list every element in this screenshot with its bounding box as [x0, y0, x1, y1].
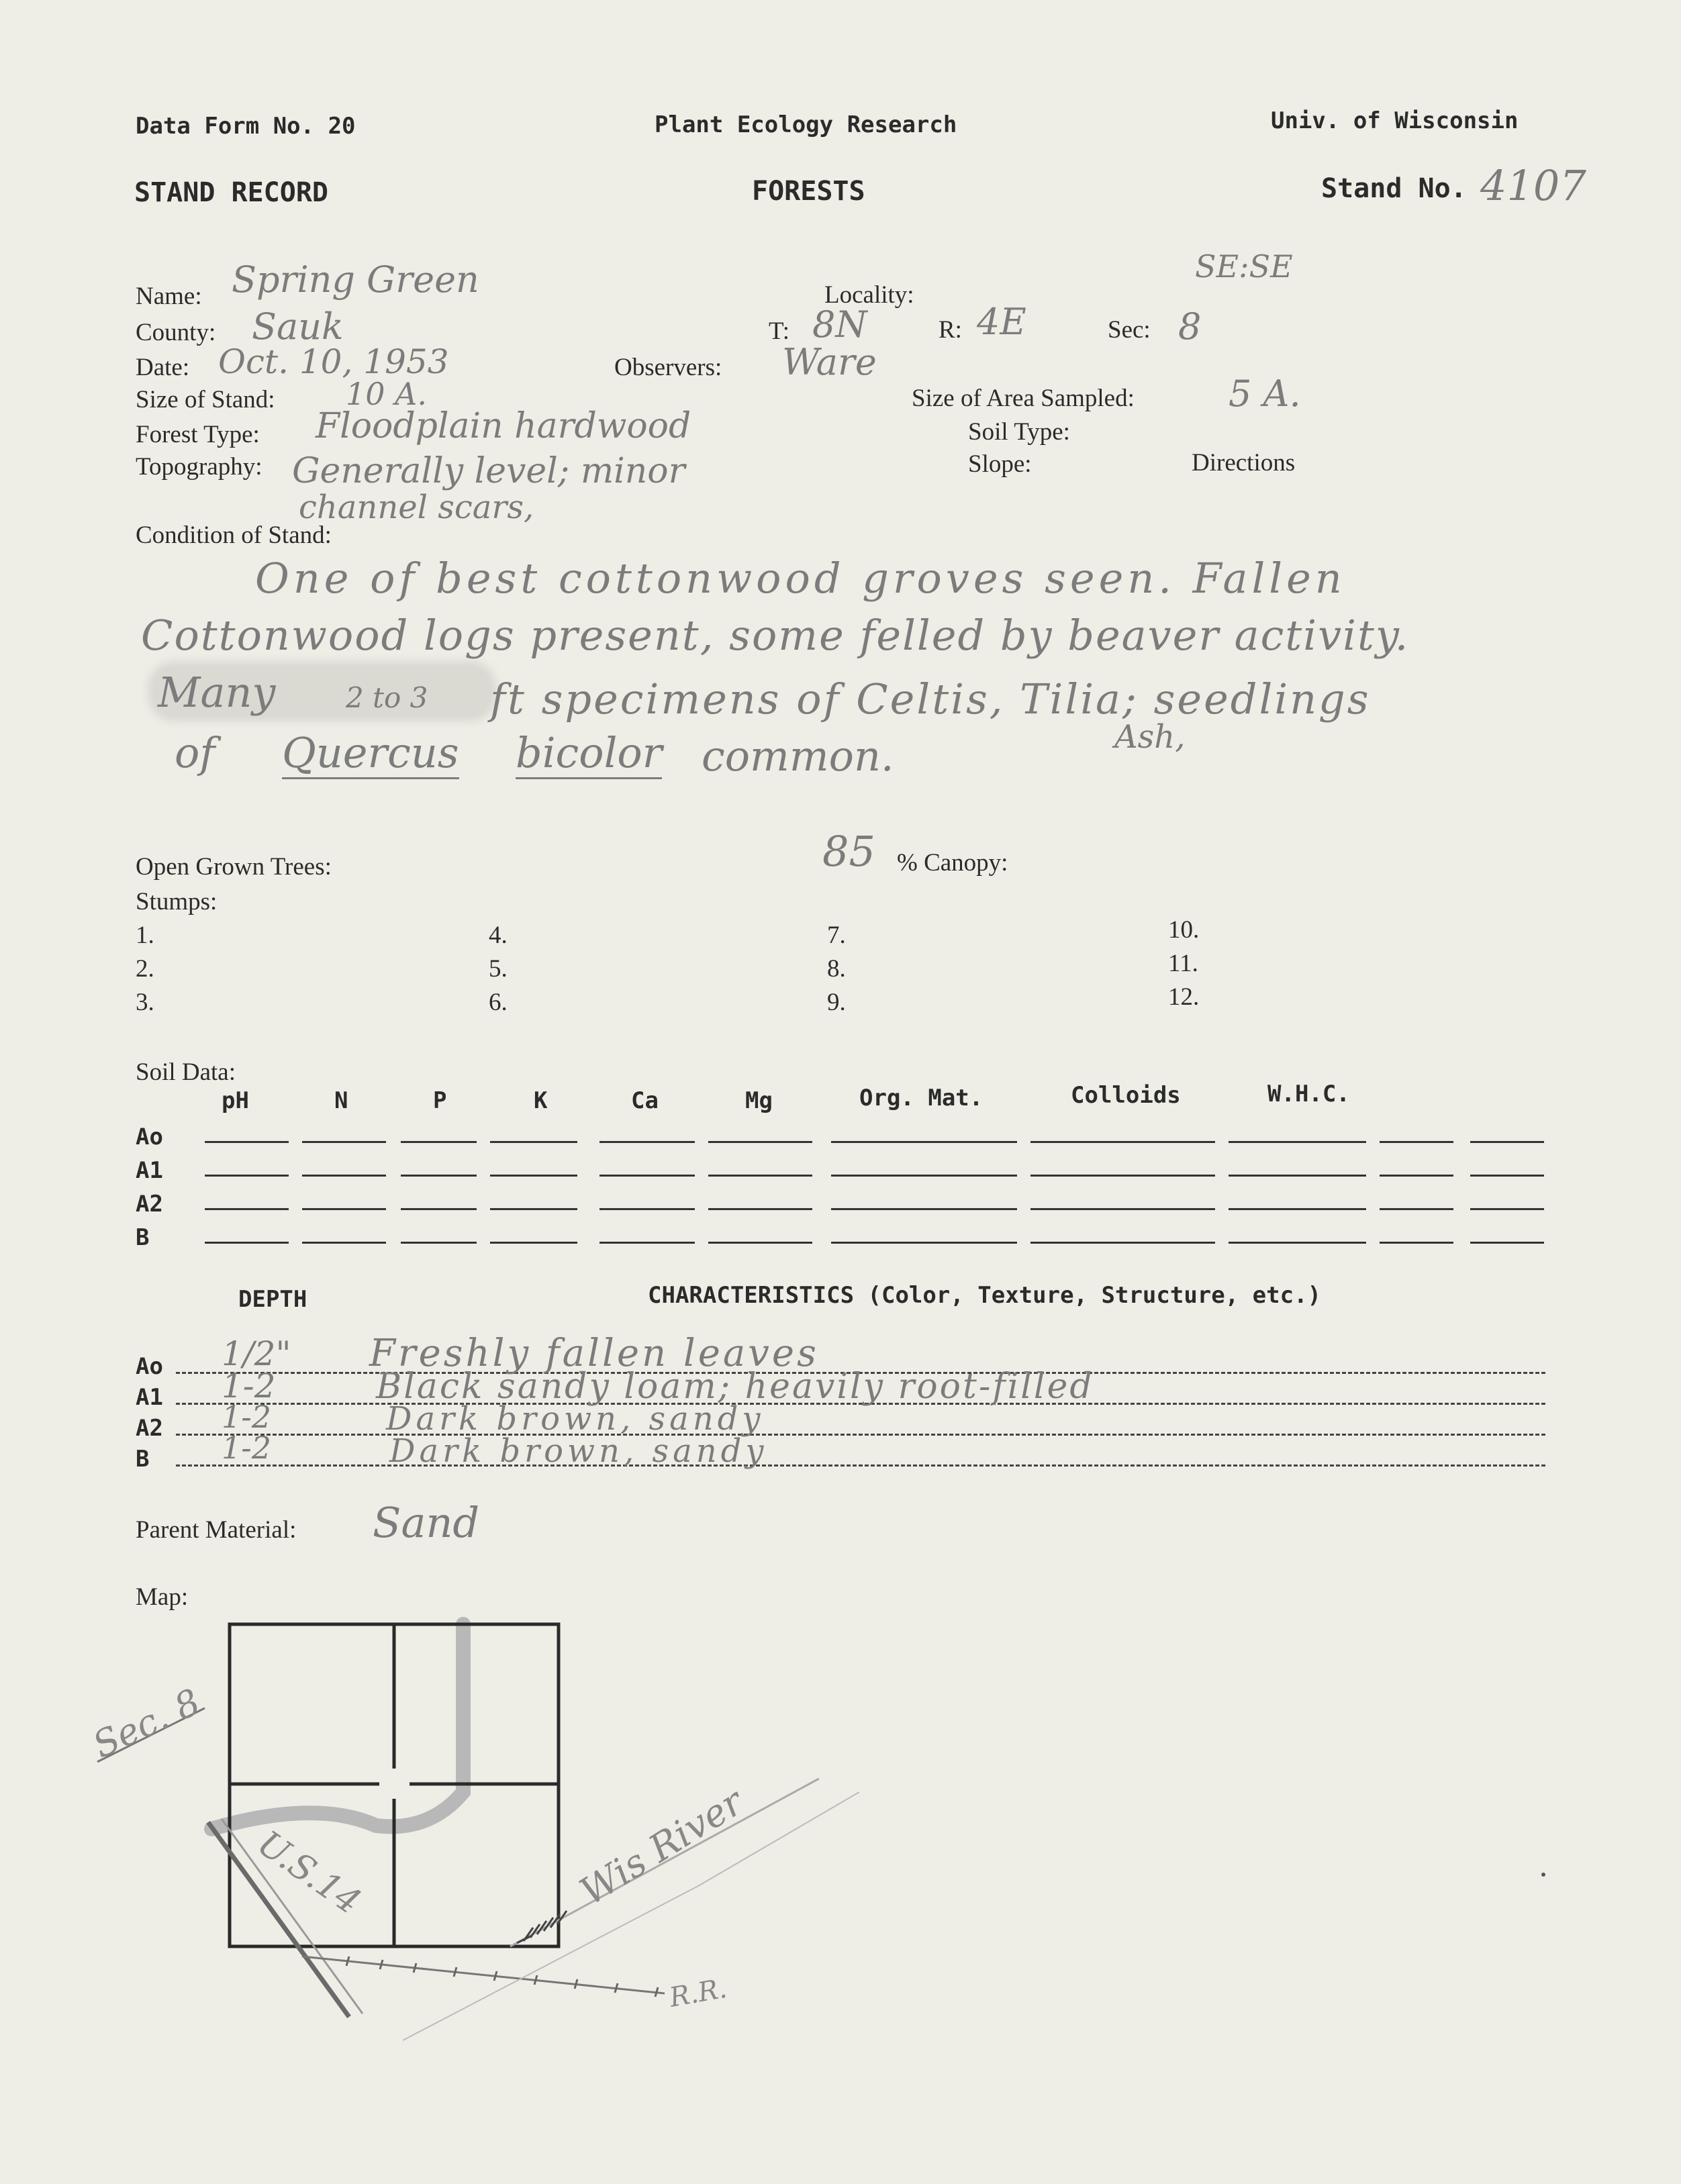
railroad-label: R.R.	[667, 1973, 730, 2014]
name-label: Name:	[136, 283, 202, 310]
stump-number: 3.	[136, 989, 154, 1016]
stump-number: 11.	[1168, 950, 1198, 977]
soil-data-blank	[831, 1208, 1017, 1210]
soil-data-blank	[302, 1242, 386, 1244]
form-category: FORESTS	[752, 176, 865, 207]
soil-column-header: P	[433, 1087, 447, 1114]
soil-data-blank	[401, 1208, 477, 1210]
parent-material-label: Parent Material:	[136, 1516, 297, 1544]
profile-description: Black sandy loam; heavily root-filled	[376, 1367, 1094, 1407]
soil-data-blank	[599, 1208, 695, 1210]
parent-material-value: Sand	[373, 1498, 480, 1547]
size-of-stand-label: Size of Stand:	[136, 386, 275, 413]
railroad-line	[302, 1956, 665, 1993]
profile-description: Dark brown, sandy	[389, 1432, 768, 1470]
soil-column-header: Colloids	[1071, 1082, 1181, 1109]
soil-data-blank	[708, 1242, 812, 1244]
soil-data-blank	[1380, 1175, 1453, 1177]
form-number: Data Form No. 20	[136, 113, 356, 140]
township-label: T:	[769, 317, 790, 345]
river-label: Wis River	[572, 1780, 751, 1914]
condition-line-4-quercus: Quercus	[282, 728, 459, 779]
soil-data-blank	[401, 1175, 477, 1177]
stump-number: 4.	[489, 922, 508, 949]
range-label: R:	[939, 316, 962, 344]
soil-data-blank	[490, 1175, 577, 1177]
soil-data-blank	[205, 1175, 289, 1177]
stand-no-value: 4107	[1480, 161, 1586, 210]
stump-number: 2.	[136, 955, 154, 983]
characteristics-header: CHARACTERISTICS (Color, Texture, Structure, etc.)	[648, 1282, 1322, 1309]
locality-label: Locality:	[824, 281, 914, 309]
soil-data-blank	[490, 1141, 577, 1143]
locality-value: SE:SE	[1195, 248, 1293, 285]
condition-line-3-insert: Ash,	[1114, 718, 1186, 756]
stump-number: 12.	[1168, 983, 1200, 1011]
stand-no-label: Stand No.	[1321, 173, 1467, 204]
stump-number: 6.	[489, 989, 508, 1016]
condition-line-1: One of best cottonwood groves seen. Fallen	[255, 554, 1346, 603]
profile-description: Dark brown, sandy	[386, 1400, 765, 1438]
soil-column-header: pH	[222, 1087, 249, 1114]
soil-data-blank	[599, 1175, 695, 1177]
stump-number: 8.	[827, 955, 846, 983]
river-bank	[403, 1792, 859, 2040]
forest-type-label: Forest Type:	[136, 421, 260, 448]
observers-value: Ware	[782, 341, 877, 383]
soil-data-blank	[1229, 1208, 1366, 1210]
profile-dash-line	[176, 1434, 1545, 1436]
soil-data-blank	[205, 1208, 289, 1210]
soil-data-blank	[831, 1175, 1017, 1177]
forest-type-value: Floodplain hardwood	[316, 406, 691, 446]
soil-data-label: Soil Data:	[136, 1058, 236, 1086]
soil-data-blank	[708, 1141, 812, 1143]
soil-data-blank	[205, 1242, 289, 1244]
condition-line-4-common: common.	[702, 732, 894, 781]
research-title: Plant Ecology Research	[655, 111, 957, 138]
range-value: 4E	[977, 301, 1026, 343]
size-area-sampled-value: 5 A.	[1229, 373, 1301, 415]
soil-row-label: A2	[136, 1191, 163, 1218]
profile-depth: 1-2	[222, 1399, 272, 1435]
soil-data-blank	[831, 1141, 1017, 1143]
profile-depth: 1-2	[222, 1367, 276, 1405]
open-grown-trees-label: Open Grown Trees:	[136, 853, 332, 881]
soil-data-blank	[302, 1175, 386, 1177]
soil-data-blank	[599, 1242, 695, 1244]
canopy-label: % Canopy:	[897, 849, 1008, 877]
soil-row-label: Ao	[136, 1124, 163, 1150]
soil-data-blank	[1470, 1208, 1544, 1210]
topography-label: Topography:	[136, 453, 262, 481]
university-name: Univ. of Wisconsin	[1271, 107, 1519, 134]
size-area-sampled-label: Size of Area Sampled:	[912, 385, 1135, 412]
soil-data-blank	[1030, 1208, 1215, 1210]
soil-row-label: B	[136, 1224, 150, 1251]
soil-type-label: Soil Type:	[968, 418, 1070, 446]
name-value: Spring Green	[232, 258, 479, 301]
soil-row-label: A1	[136, 1157, 163, 1184]
section-value: 8	[1178, 305, 1202, 348]
profile-description: Freshly fallen leaves	[369, 1332, 819, 1375]
topography-value-line1: Generally level; minor	[292, 451, 685, 491]
soil-data-blank	[1229, 1242, 1366, 1244]
soil-data-blank	[1380, 1141, 1453, 1143]
profile-horizon: Ao	[136, 1353, 163, 1380]
stump-number: 7.	[827, 922, 846, 949]
date-value: Oct. 10, 1953	[218, 342, 449, 381]
soil-data-blank	[1380, 1208, 1453, 1210]
profile-horizon: B	[136, 1446, 150, 1473]
canopy-value: 85	[822, 827, 875, 876]
county-value: Sauk	[252, 305, 344, 348]
soil-data-blank	[831, 1242, 1017, 1244]
profile-dash-line	[176, 1465, 1545, 1467]
stump-number: 9.	[827, 989, 846, 1016]
depth-header: DEPTH	[238, 1286, 307, 1313]
soil-data-blank	[302, 1141, 386, 1143]
soil-data-blank	[708, 1208, 812, 1210]
county-label: County:	[136, 319, 216, 346]
stump-number: 5.	[489, 955, 508, 983]
stumps-label: Stumps:	[136, 888, 218, 915]
soil-data-blank	[599, 1141, 695, 1143]
record-type: STAND RECORD	[134, 177, 328, 208]
soil-column-header: Org. Mat.	[859, 1085, 983, 1111]
condition-line-3-rest: ft specimens of Celtis, Tilia; seedlings	[490, 675, 1371, 724]
highway-label: U.S.14	[250, 1823, 368, 1923]
section-annotation: Sec. 8	[86, 1680, 207, 1767]
slope-label: Slope:	[968, 450, 1032, 478]
condition-label: Condition of Stand:	[136, 522, 332, 549]
date-label: Date:	[136, 354, 190, 381]
soil-data-blank	[490, 1208, 577, 1210]
size-of-stand-value: 10 A.	[346, 376, 427, 412]
soil-data-blank	[302, 1208, 386, 1210]
soil-data-blank	[401, 1141, 477, 1143]
condition-line-4-bicolor: bicolor	[516, 728, 662, 779]
soil-data-blank	[708, 1175, 812, 1177]
soil-data-blank	[1470, 1141, 1544, 1143]
soil-column-header: Mg	[745, 1087, 773, 1114]
profile-horizon: A2	[136, 1415, 163, 1442]
directions-label: Directions	[1192, 449, 1296, 477]
soil-data-blank	[1380, 1242, 1453, 1244]
soil-data-blank	[1470, 1175, 1544, 1177]
stump-number: 10.	[1168, 916, 1200, 944]
condition-line-3-many: Many	[158, 668, 276, 717]
condition-line-2: Cottonwood logs present, some felled by beaver activity.	[141, 611, 1410, 660]
soil-data-blank	[205, 1141, 289, 1143]
condition-line-4-of: of	[175, 728, 215, 777]
soil-data-blank	[490, 1242, 577, 1244]
stray-dot	[1541, 1873, 1545, 1877]
soil-column-header: K	[534, 1087, 548, 1114]
soil-column-header: W.H.C.	[1267, 1081, 1350, 1107]
soil-data-blank	[1229, 1141, 1366, 1143]
map-label: Map:	[136, 1583, 189, 1611]
soil-column-header: N	[334, 1087, 348, 1114]
highway-shading	[211, 1624, 463, 1829]
stand-map	[0, 1597, 1681, 2067]
topography-value-line2: channel scars,	[299, 489, 534, 526]
soil-data-blank	[1229, 1175, 1366, 1177]
stump-number: 1.	[136, 922, 154, 949]
soil-data-blank	[1470, 1242, 1544, 1244]
observers-label: Observers:	[614, 354, 722, 381]
soil-column-header: Ca	[631, 1087, 659, 1114]
township-value: 8N	[812, 303, 867, 346]
soil-data-blank	[1030, 1242, 1215, 1244]
profile-depth: 1/2"	[222, 1334, 291, 1373]
section-label: Sec:	[1108, 316, 1151, 344]
profile-depth: 1-2	[222, 1430, 272, 1466]
profile-horizon: A1	[136, 1384, 163, 1411]
soil-data-blank	[1030, 1141, 1215, 1143]
soil-data-blank	[1030, 1175, 1215, 1177]
soil-data-blank	[401, 1242, 477, 1244]
condition-line-3-size: 2 to 3	[346, 681, 428, 714]
